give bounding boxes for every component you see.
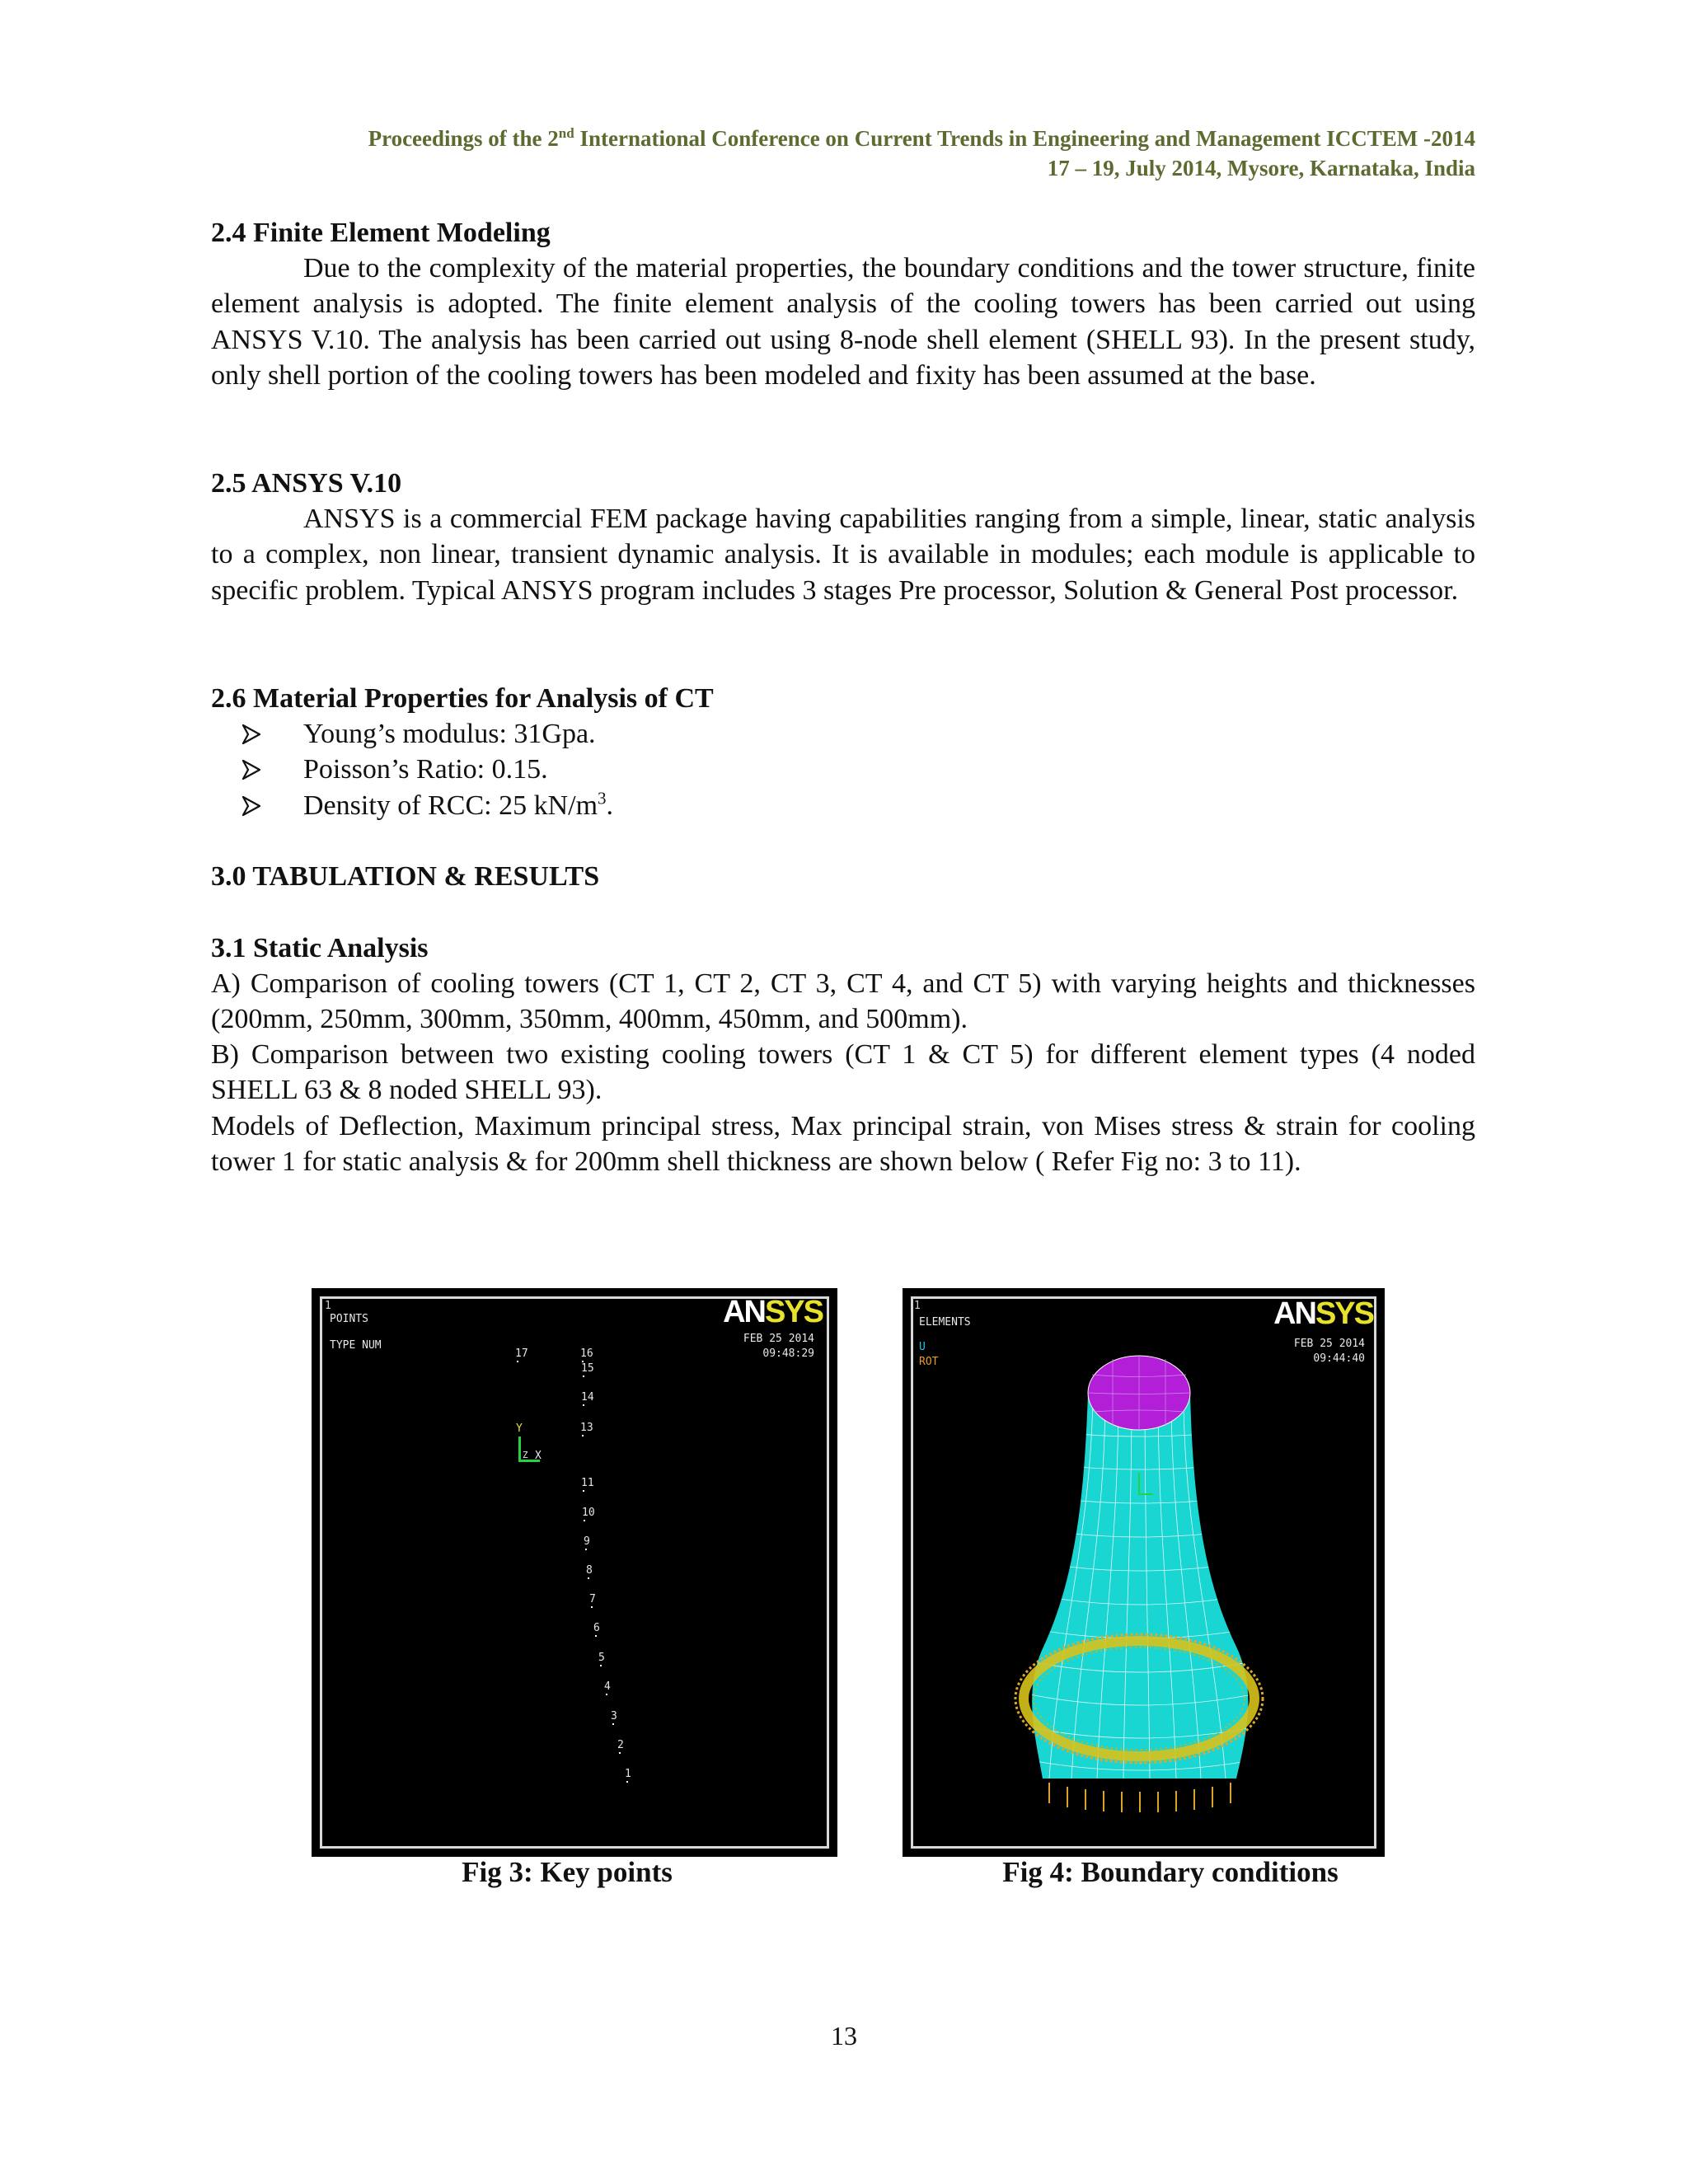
keypoint-label: 9 bbox=[584, 1535, 590, 1548]
keypoint-label: 7 bbox=[589, 1593, 596, 1605]
keypoint-label: 10 bbox=[582, 1507, 595, 1519]
ansys-logo: ANSYS bbox=[1273, 1296, 1373, 1331]
plot-label-u: U bbox=[919, 1341, 926, 1353]
section-heading-3-0: 3.0 TABULATION & RESULTS bbox=[211, 861, 600, 892]
plot-label-points: POINTS bbox=[330, 1313, 368, 1325]
keypoint-label: 11 bbox=[581, 1477, 594, 1489]
section-heading-3-1: 3.1 Static Analysis bbox=[211, 933, 429, 963]
section-paragraph-b: B) Comparison between two existing cooling towers (CT 1 & CT 5) for different element types (4 noded SHELL 63 & 8 noded SHELL 93). bbox=[211, 1039, 1475, 1106]
plot-time: 09:48:29 bbox=[762, 1347, 814, 1360]
section-paragraph-c: Models of Deflection, Maximum principal stress, Max principal strain, von Mises stress & strain for cooling tower 1 for static analysis & for 200mm shell thickness are shown below ( Refer Fig no: 3 to 11). bbox=[211, 1111, 1475, 1178]
figure-3-caption: Fig 3: Key points bbox=[462, 1856, 673, 1888]
plot-date: FEB 25 2014 bbox=[743, 1333, 814, 1345]
keypoint-label: 6 bbox=[593, 1622, 600, 1634]
running-header-line1: Proceedings of the 2nd International Conference on Current Trends in Engineering and Management ICCTEM -2014 bbox=[368, 125, 1475, 151]
list-item: Density of RCC: 25 $kN/m^3$. bbox=[242, 788, 613, 823]
window-number: 1 bbox=[914, 1300, 921, 1312]
figure-key-points: 1 POINTS TYPE NUM ANSYS FEB 25 2014 09:48:29 Y Z X 17 16 15 14 13 11 10 9 8 7 6 5 4 3 2 1 bbox=[312, 1288, 837, 1857]
section-paragraph-a: A) Comparison of cooling towers (CT 1, CT 2, CT 3, CT 4, and CT 5) with varying heights and thicknesses (200mm, 250mm, 300mm, 350mm, 400mm, 450mm, and 500mm). bbox=[211, 968, 1475, 1035]
keypoint-label: 4 bbox=[604, 1680, 611, 1693]
page-number: 13 bbox=[831, 2021, 857, 2050]
list-item: Poisson’s Ratio: 0.15. bbox=[242, 752, 613, 787]
keypoint-label: 17 bbox=[515, 1347, 528, 1360]
material-properties-list bbox=[242, 716, 613, 823]
keypoint-label: 14 bbox=[581, 1391, 594, 1404]
ansys-logo: ANSYS bbox=[723, 1295, 823, 1329]
plot-date: FEB 25 2014 bbox=[1293, 1338, 1365, 1350]
plot-label-elements: ELEMENTS bbox=[919, 1316, 971, 1329]
keypoint-label: 5 bbox=[598, 1652, 605, 1664]
section-heading-2-6: 2.6 Material Properties for Analysis of CT bbox=[211, 683, 714, 714]
list-item: Young’s modulus: 31Gpa. bbox=[242, 716, 613, 752]
figure-4-caption: Fig 4: Boundary conditions bbox=[1002, 1856, 1339, 1888]
arrow-bullet-icon bbox=[242, 788, 275, 816]
running-header-line2: 17 – 19, July 2014, Mysore, Karnataka, India bbox=[1047, 156, 1475, 180]
cooling-tower-mesh bbox=[903, 1288, 1385, 1857]
keypoint-label: 2 bbox=[617, 1739, 624, 1751]
plot-label-type: TYPE NUM bbox=[330, 1339, 382, 1352]
plot-time: 09:44:40 bbox=[1313, 1352, 1365, 1365]
keypoint-label: 1 bbox=[625, 1768, 631, 1780]
plot-label-rot: ROT bbox=[919, 1356, 939, 1368]
keypoint-label: 3 bbox=[611, 1710, 617, 1722]
keypoint-label: 8 bbox=[586, 1564, 593, 1577]
section-body-2-4: Due to the complexity of the material properties, the boundary conditions and the tower structure, finite element analysis is adopted. The finite element analysis of the cooling towers has been carried out using ANSYS V.10. The analysis has been carried out using 8-node shell element (SHELL 93). In the present study, only shell portion of the cooling towers has been modeled and fixity has been assumed at the base. bbox=[211, 253, 1475, 391]
keypoint-label: 13 bbox=[580, 1422, 593, 1434]
arrow-bullet-icon bbox=[242, 716, 275, 744]
section-heading-2-4: 2.4 Finite Element Modeling bbox=[211, 218, 551, 248]
header-superscript: nd bbox=[558, 125, 574, 141]
arrow-bullet-icon bbox=[242, 752, 275, 780]
figure-boundary-conditions bbox=[903, 1288, 1385, 1857]
section-heading-2-5: 2.5 ANSYS V.10 bbox=[211, 468, 402, 499]
window-number: 1 bbox=[325, 1300, 331, 1312]
keypoint-label: 16 bbox=[580, 1347, 593, 1360]
figure-frame bbox=[320, 1296, 829, 1849]
keypoint-label: 15 bbox=[581, 1362, 594, 1375]
section-body-2-5: ANSYS is a commercial FEM package having capabilities ranging from a simple, linear, static analysis to a complex, non linear, transient dynamic analysis. It is available in modules; each module is applicable to specific problem. Typical ANSYS program includes 3 stages Pre processor, Solution & General Post processor. bbox=[211, 504, 1475, 606]
